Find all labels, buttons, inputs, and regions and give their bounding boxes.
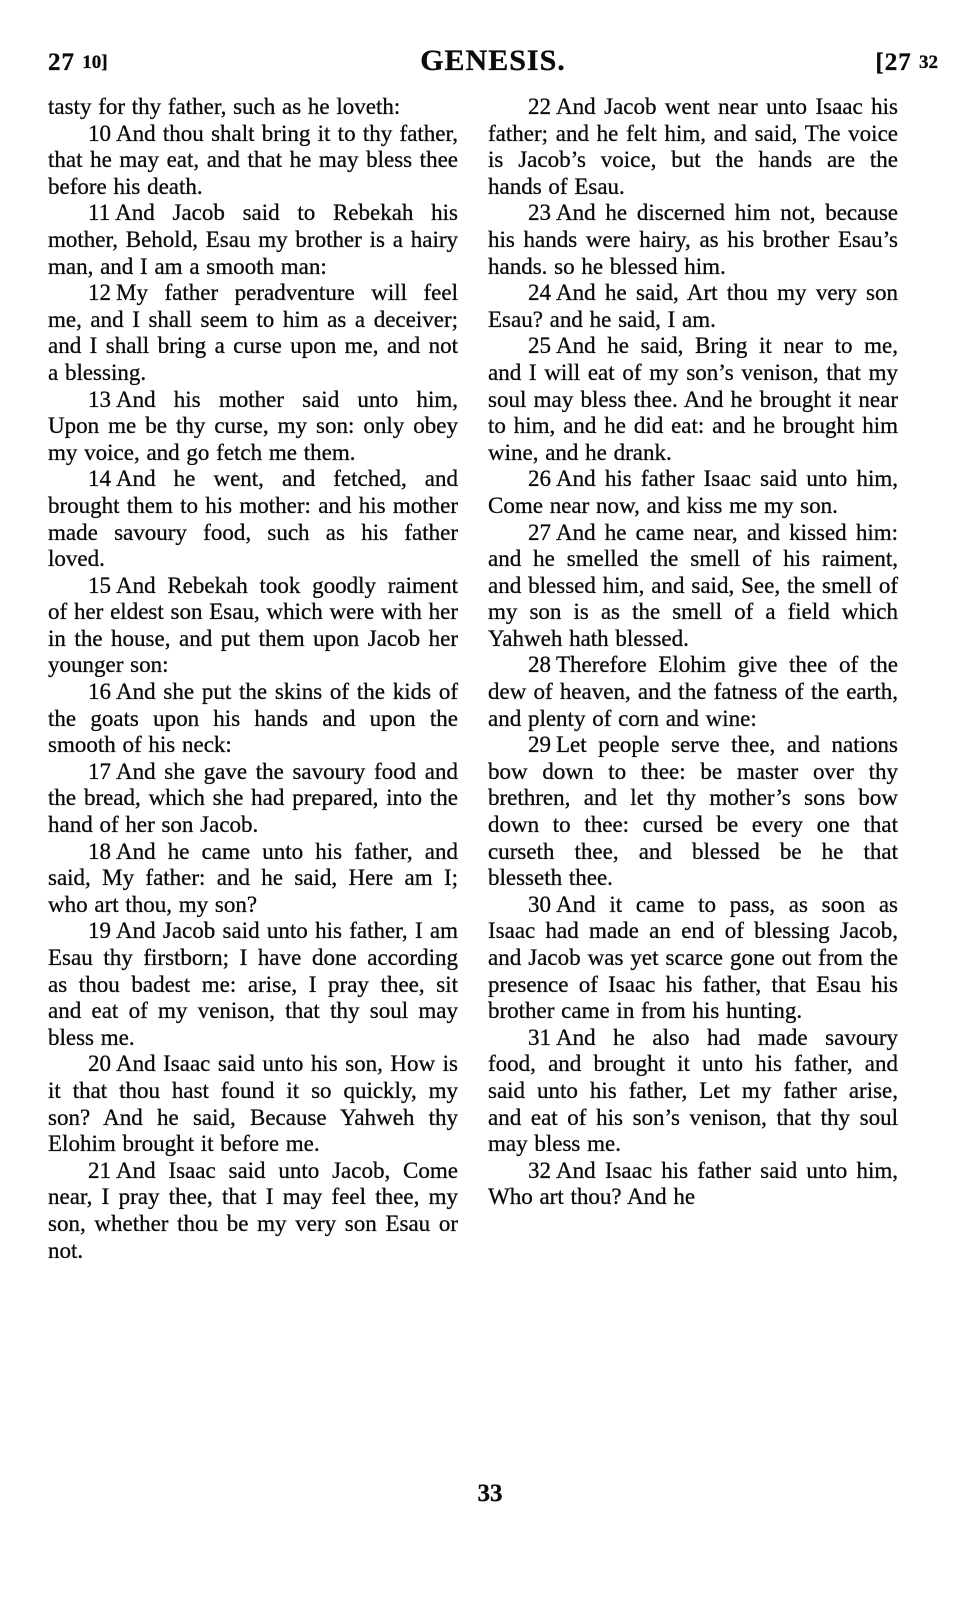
verse-number: 21: [88, 1157, 111, 1183]
verse-number: 14: [88, 466, 111, 492]
verse-16: 16 And she put the skins of the kids of the goats upon his hands and upon the smooth of his neck:: [48, 679, 458, 758]
verse-11: 11 And Jacob said to Rebekah his mother, Behold, Esau my brother is a hairy man, and I am a smooth man:: [48, 200, 458, 279]
verse-number: 17: [88, 758, 111, 784]
verse-22: 22 And Jacob went near unto Isaac his father; and he felt him, and said, The voice is Jacob’s voice, but the hands are the hands of Esau.: [488, 94, 898, 199]
verse-number: 25: [528, 333, 551, 359]
verse-28: 28 Therefore Elohim give thee of the dew of heaven, and the fatness of the earth, and plenty of corn and wine:: [488, 652, 898, 731]
verse-number: 13: [88, 386, 111, 412]
verse-31: 31 And he also had made savoury food, and brought it unto his father, and said unto his father, Let my father arise, and eat of his son’s venison, that thy soul may bless me.: [488, 1024, 898, 1157]
verse-number: 15: [88, 572, 111, 598]
verse-number: 22: [528, 94, 551, 119]
verse-14: 14 And he went, and fetched, and brought them to his mother: and his mother made savoury food, such as his father loved.: [48, 466, 458, 572]
verse-25: 25 And he said, Bring it near to me, and I will eat of my son’s venison, that my soul may bless thee. And he brought it near to him, and he did eat: and he brought him wine, and he drank.: [488, 333, 898, 465]
verse-number: 16: [88, 679, 111, 705]
verse-13: 13 And his mother said unto him, Upon me be thy curse, my son: only obey my voice, and go fetch me them.: [48, 386, 458, 465]
verse-27: 27 And he came near, and kissed him: and he smelled the smell of his raiment, and blessed him, and said, See, the smell of my son is as the smell of a field which Yahweh hath blessed.: [488, 519, 898, 651]
header-right-verse: 32: [919, 52, 938, 73]
verse-number: 26: [528, 466, 551, 492]
verse-number: 24: [528, 280, 551, 306]
verse-number: 19: [88, 918, 111, 944]
verse-number: 31: [528, 1024, 551, 1050]
header-right-chapter: [27: [875, 49, 912, 76]
header-left-reference: [48, 49, 108, 77]
text-columns: [48, 94, 938, 1264]
verse-29: 29 Let people serve thee, and nations bow down to thee: be master over thy brethren, and let thy mother’s sons bow down to thee: cursed be every one that curseth thee, and blessed be he that blesseth thee.: [488, 732, 898, 891]
verse-number: 10: [88, 120, 111, 146]
header-left-chapter: 27: [48, 49, 75, 76]
verse-15: 15 And Rebekah took goodly raiment of her eldest son Esau, which were with her in the house, and put them upon Jacob her younger son:: [48, 572, 458, 678]
verse-26: 26 And his father Isaac said unto him, Come near now, and kiss me my son.: [488, 466, 898, 518]
verse-continuation: tasty for thy father, such as he loveth:: [48, 94, 401, 119]
verse-number: 32: [528, 1157, 551, 1183]
verse-number: 18: [88, 838, 111, 864]
verse-number: 12: [88, 280, 111, 306]
book-title: GENESIS.: [420, 44, 566, 77]
verse-17: 17 And she gave the savoury food and the bread, which she had prepared, into the hand of her son Jacob.: [48, 758, 458, 838]
verse-18: 18 And he came unto his father, and said, My father: and he said, Here am I; who art thou, my son?: [48, 838, 458, 917]
verse-number: 28: [528, 652, 551, 678]
verse-32: 32 And Isaac his father said unto him, Who art thou? And he: [488, 1157, 898, 1210]
header-left-verse: 10]: [82, 52, 108, 73]
right-column: [488, 94, 898, 1264]
verse-21: 21 And Isaac said unto Jacob, Come near, I pray thee, that I may feel thee, my son, whether thou be my very son Esau or not.: [48, 1157, 458, 1263]
verse-23: 23 And he discerned him not, because his hands were hairy, as his brother Esau’s hands. so he blessed him.: [488, 200, 898, 279]
verse-20: 20 And Isaac said unto his son, How is it that thou hast found it so quickly, my son? And he said, Because Yahweh thy Elohim brought it before me.: [48, 1051, 458, 1157]
verse-12: 12 My father peradventure will feel me, and I shall seem to him as a deceiver; and I shall bring a curse upon me, and not a blessing.: [48, 280, 458, 385]
page-number: 33: [477, 1480, 503, 1507]
verse-24: 24 And he said, Art thou my very son Esau? and he said, I am.: [488, 280, 898, 332]
header-right-reference: [875, 49, 938, 77]
verse-number: 20: [88, 1051, 111, 1077]
verse-number: 29: [528, 732, 551, 758]
verse-number: 27: [528, 519, 551, 545]
verse-number: 23: [528, 200, 551, 226]
verse-number: 11: [88, 200, 111, 226]
verse-10: 10 And thou shalt bring it to thy father, that he may eat, and that he may bless thee before his death.: [48, 120, 458, 199]
left-column: [48, 94, 458, 1264]
running-header: [48, 44, 938, 78]
verse-19: 19 And Jacob said unto his father, I am Esau thy firstborn; I have done according as thou badest me: arise, I pray thee, sit and eat of my venison, that thy soul may bless me.: [48, 918, 458, 1050]
verse-30: 30 And it came to pass, as soon as Isaac had made an end of blessing Jacob, and Jacob was yet scarce gone out from the presence of Isaac his father, that Esau his brother came in from his hunting.: [488, 891, 898, 1024]
verse-number: 30: [528, 891, 551, 917]
